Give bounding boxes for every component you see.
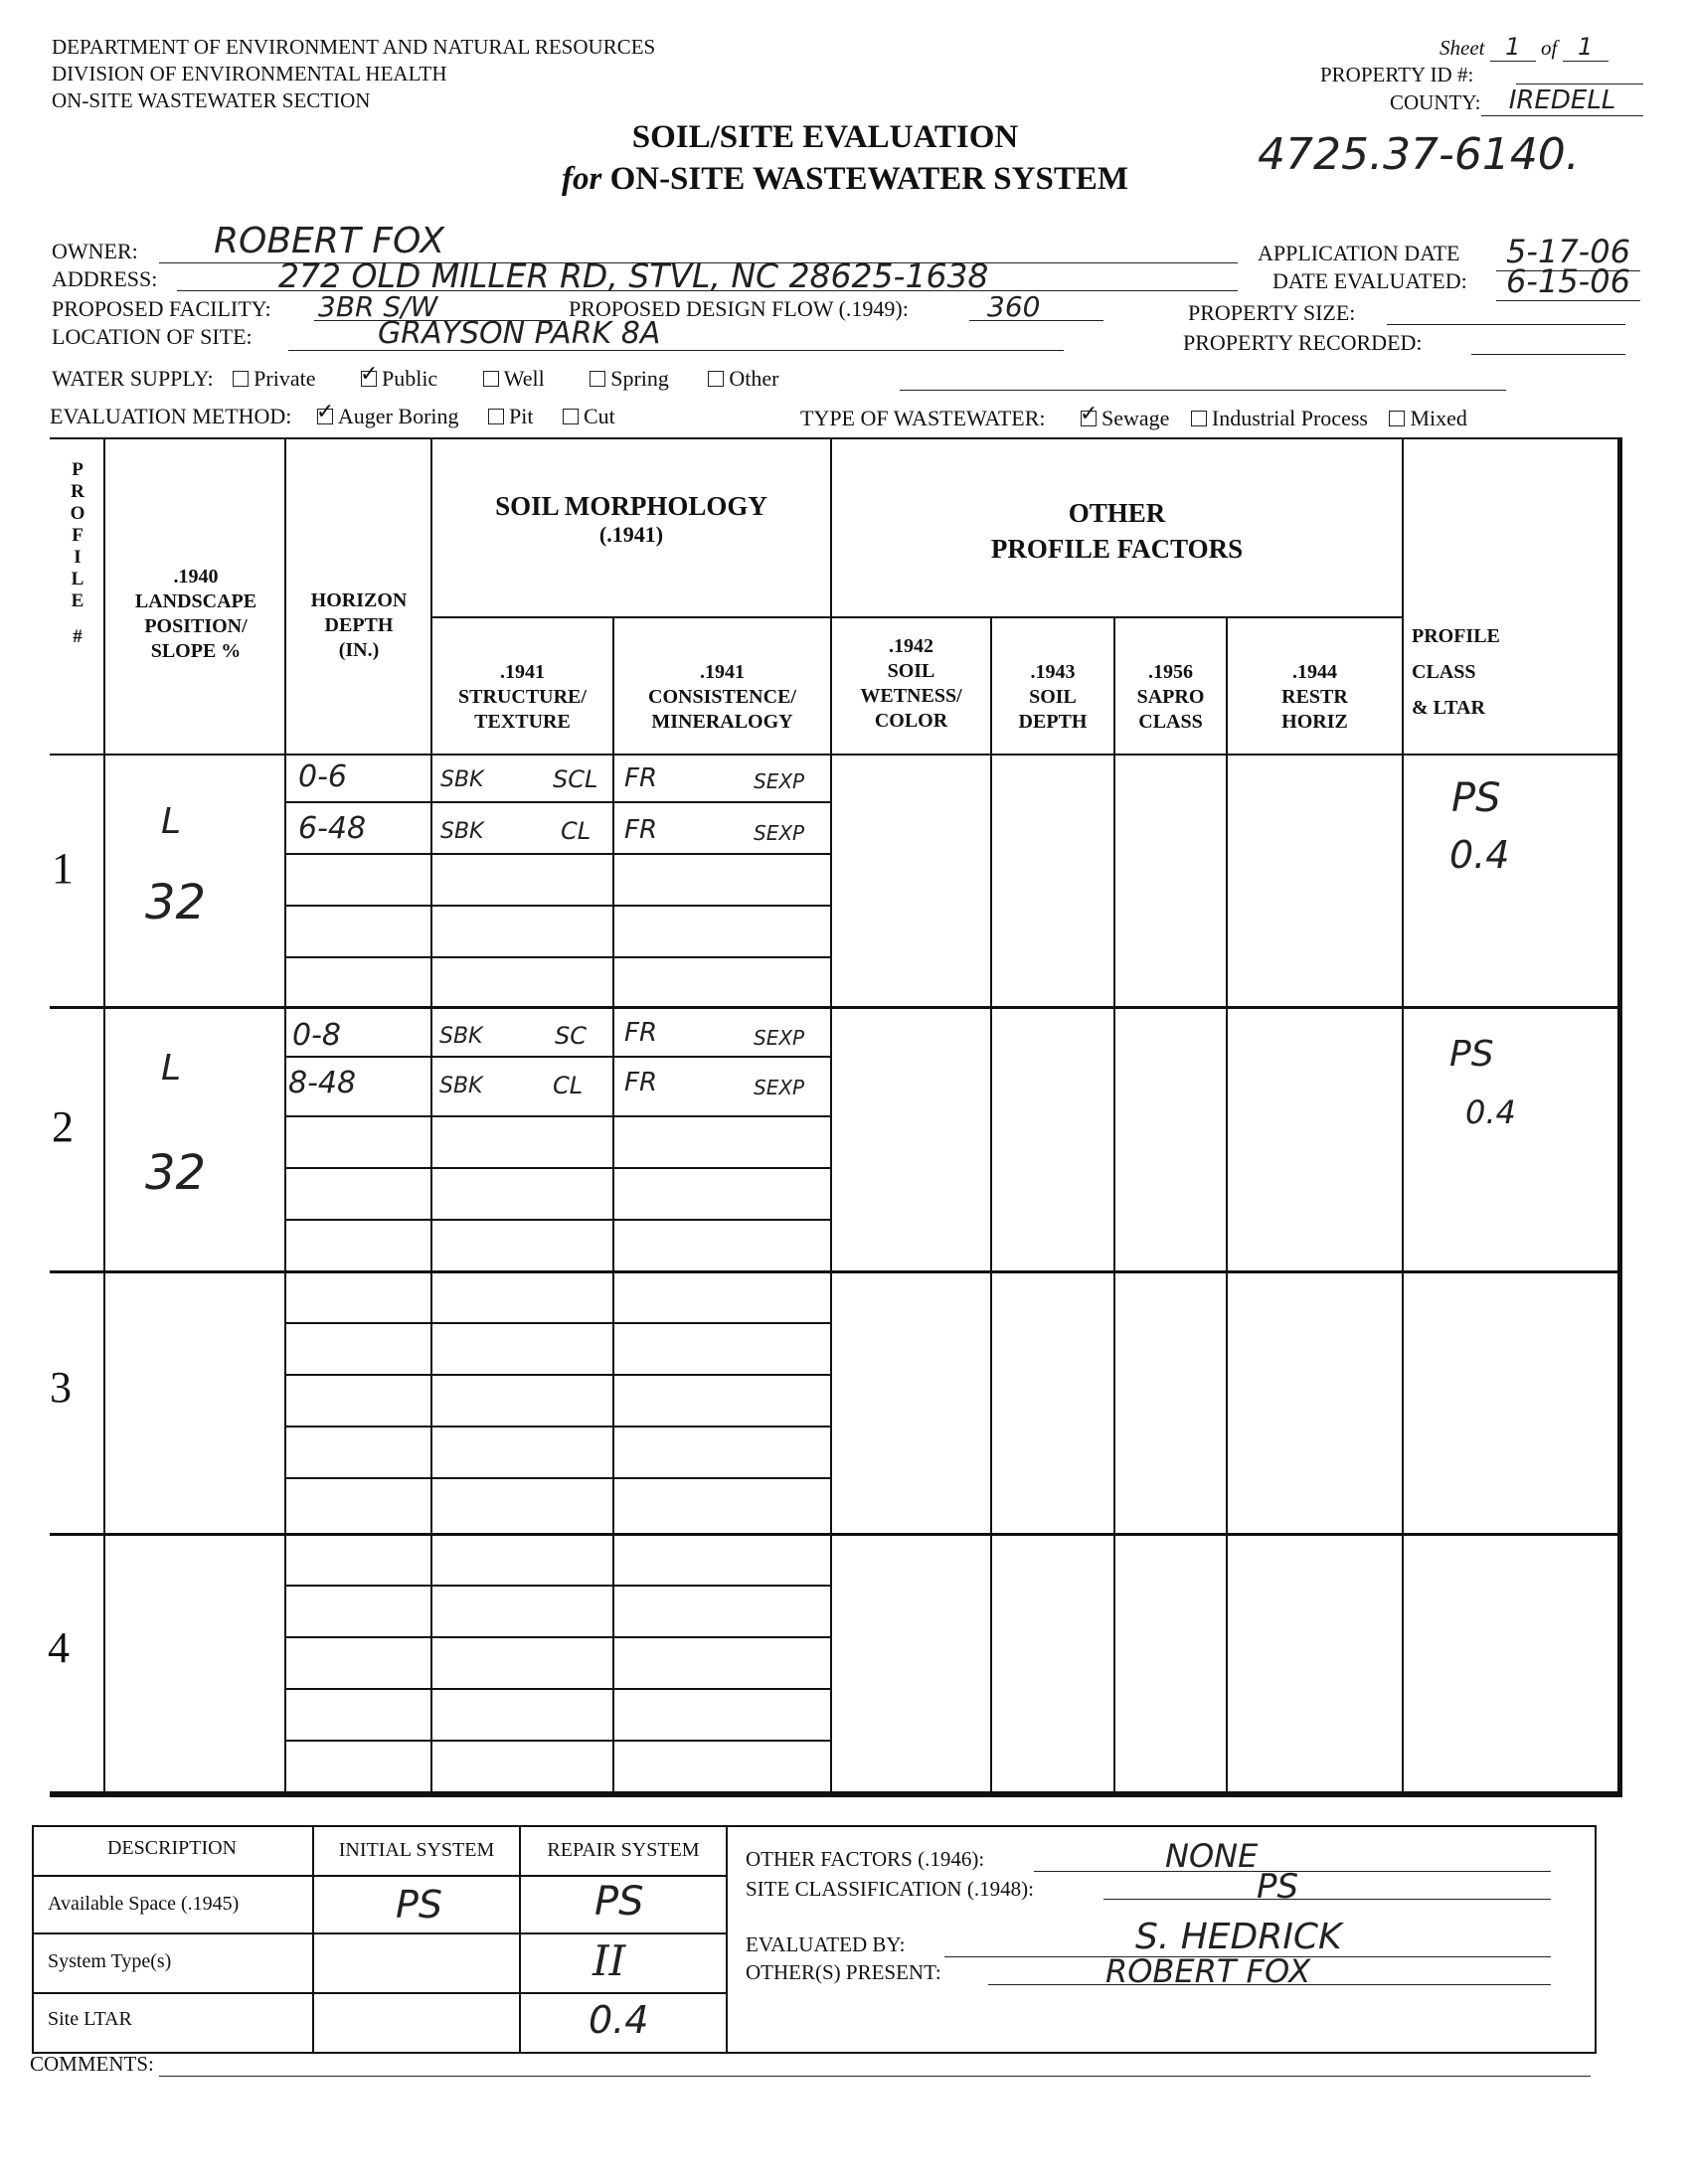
description-header: DESCRIPTION <box>106 1837 237 1859</box>
p1-h1-texture: SCL <box>553 765 598 793</box>
evaluation-method-row <box>50 404 615 429</box>
horizon-depth-header <box>286 588 431 663</box>
p1-h1-consistence: FR <box>624 763 658 793</box>
industrial-label: Industrial Process <box>1211 406 1368 430</box>
p1-h2-consistence: FR <box>624 815 658 845</box>
consistence-code: .1941 <box>700 661 745 683</box>
horizon-line1: HORIZON <box>310 589 408 611</box>
dept-line-2: DIVISION OF ENVIRONMENTAL HEALTH <box>52 62 447 85</box>
cut-label: Cut <box>583 404 615 428</box>
profile-2-slope: 32 <box>145 1145 207 1201</box>
well-label: Well <box>503 366 545 391</box>
property-size-line <box>1387 324 1625 325</box>
p1-h1-mineralogy: SEXP <box>754 769 805 793</box>
water-public-option[interactable] <box>361 366 437 391</box>
landscape-code: .1940 <box>173 566 219 588</box>
public-label: Public <box>381 366 438 391</box>
department-header <box>52 34 655 114</box>
county-value: IREDELL <box>1481 85 1643 116</box>
depth-line2: DEPTH <box>1018 711 1088 733</box>
horizon-line3: (IN.) <box>338 639 380 661</box>
landscape-header <box>109 565 282 664</box>
address-value: 272 OLD MILLER RD, STVL, NC 28625-1638 <box>278 256 989 295</box>
profile-table <box>50 437 1620 1797</box>
p2-h1-depth: 0-8 <box>292 1018 341 1053</box>
location-label: LOCATION OF SITE: <box>52 324 253 349</box>
others-present-value: ROBERT FOX <box>1105 1952 1311 1990</box>
dept-line-1: DEPARTMENT OF ENVIRONMENT AND NATURAL RESOURCES <box>52 35 656 59</box>
soil-depth-header <box>992 660 1113 735</box>
profile-column-header <box>56 459 99 648</box>
others-present-label: OTHER(S) PRESENT: <box>746 1960 941 1984</box>
structure-line2: TEXTURE <box>474 711 571 733</box>
available-space-initial: PS <box>396 1883 443 1927</box>
county-label: COUNTY: <box>1390 90 1481 114</box>
profile-2-ltar: 0.4 <box>1465 1093 1516 1131</box>
depth-line1: SOIL <box>1029 686 1077 708</box>
date-evaluated-value: 6-15-06 <box>1496 262 1640 301</box>
other-checkbox[interactable] <box>708 371 724 387</box>
other-factors-line1: OTHER <box>1068 498 1166 528</box>
water-private-option[interactable] <box>233 366 315 391</box>
app-date-label: APPLICATION DATE <box>1258 241 1460 265</box>
landscape-line2: POSITION/ <box>144 615 248 637</box>
p2-h2-structure: SBK <box>439 1074 483 1098</box>
depth-code: .1943 <box>1030 661 1076 683</box>
sheet-label: Sheet <box>1440 36 1485 60</box>
wetness-code: .1942 <box>889 635 933 657</box>
profile-2-landscape: L <box>161 1048 182 1089</box>
class-line2: CLASS <box>1412 661 1476 683</box>
p1-h2-structure: SBK <box>440 819 484 844</box>
landscape-line1: LANDSCAPE <box>134 590 257 612</box>
ww-sewage-option[interactable] <box>1081 406 1169 430</box>
profile-vertical-label: PROFILE <box>70 459 85 611</box>
p1-h2-texture: CL <box>561 817 592 845</box>
site-classification-label: SITE CLASSIFICATION (.1948): <box>746 1877 1034 1901</box>
soil-morph-title: SOIL MORPHOLOGY <box>495 491 767 521</box>
water-well-option[interactable] <box>483 366 545 391</box>
of-label: of <box>1540 36 1558 60</box>
address-label: ADDRESS: <box>52 266 158 291</box>
profile-hash: # <box>73 626 83 647</box>
cut-checkbox[interactable] <box>563 409 579 424</box>
p2-h2-texture: CL <box>553 1072 584 1099</box>
p2-h1-structure: SBK <box>439 1024 483 1049</box>
property-size-label: PROPERTY SIZE: <box>1188 300 1356 325</box>
restr-line2: HORIZ <box>1281 711 1348 733</box>
summary-section <box>32 1825 1597 2054</box>
wetness-line3: COLOR <box>874 710 948 732</box>
sapro-code: .1956 <box>1148 661 1193 683</box>
p1-h1-depth: 0-6 <box>298 759 347 794</box>
other-factors-line2: PROFILE FACTORS <box>990 534 1244 564</box>
sheet-total: 1 <box>1563 34 1609 62</box>
eval-pit-option[interactable] <box>488 404 533 428</box>
profile-2-number: 2 <box>52 1102 74 1151</box>
p2-h1-consistence: FR <box>624 1018 658 1048</box>
wastewater-label: TYPE OF WASTEWATER: <box>800 406 1046 430</box>
structure-texture-header <box>432 660 612 735</box>
other-label: Other <box>729 366 779 391</box>
comments-label: COMMENTS: <box>30 2052 154 2076</box>
initial-system-header: INITIAL SYSTEM <box>338 1839 495 1861</box>
owner-value: ROBERT FOX <box>214 221 444 261</box>
profile-3-number: 3 <box>50 1363 72 1412</box>
spring-label: Spring <box>610 366 669 391</box>
location-value: GRAYSON PARK 8A <box>378 316 661 351</box>
profile-1-landscape: L <box>161 801 182 842</box>
water-other-option[interactable] <box>708 366 778 391</box>
water-spring-option[interactable] <box>590 366 669 391</box>
p2-h1-mineralogy: SEXP <box>754 1026 805 1050</box>
facility-value: 3BR S/W <box>318 290 438 323</box>
sapro-header <box>1115 660 1226 735</box>
date-evaluated-label: DATE EVALUATED: <box>1272 268 1467 293</box>
comments-line[interactable] <box>159 2076 1591 2077</box>
other-factors-label: OTHER FACTORS (.1946): <box>746 1847 985 1871</box>
design-flow-label: PROPOSED DESIGN FLOW (.1949): <box>569 296 909 321</box>
profile-1-class: PS <box>1451 775 1501 821</box>
p1-h2-depth: 6-48 <box>298 811 367 846</box>
p1-h2-mineralogy: SEXP <box>754 821 805 845</box>
profile-2-class: PS <box>1449 1034 1494 1075</box>
profile-4-number: 4 <box>48 1623 70 1672</box>
public-checkbox[interactable] <box>361 371 377 387</box>
ww-mixed-option[interactable] <box>1389 406 1466 430</box>
sheet-number: 1 <box>1490 34 1536 62</box>
private-checkbox[interactable] <box>233 371 249 387</box>
auger-label: Auger Boring <box>337 404 459 428</box>
p2-h2-mineralogy: SEXP <box>754 1076 805 1099</box>
design-flow-value: 360 <box>987 290 1041 323</box>
available-space-label: Available Space (.1945) <box>48 1893 240 1915</box>
eval-method-label: EVALUATION METHOD: <box>50 404 292 428</box>
property-recorded-label: PROPERTY RECORDED: <box>1183 330 1423 355</box>
p2-h2-depth: 8-48 <box>288 1066 357 1100</box>
form-subtitle <box>497 161 1193 198</box>
private-label: Private <box>254 366 316 391</box>
parcel-number: 4725.37-6140. <box>1258 129 1580 180</box>
structure-line1: STRUCTURE/ <box>458 686 587 708</box>
evaluated-by-value: S. HEDRICK <box>1135 1917 1342 1957</box>
profile-class-header <box>1412 618 1571 726</box>
p1-h1-structure: SBK <box>440 767 484 792</box>
facility-label: PROPOSED FACILITY: <box>52 296 271 321</box>
property-recorded-line <box>1471 354 1625 355</box>
evaluated-by-label: EVALUATED BY: <box>746 1932 906 1956</box>
auger-checkbox[interactable] <box>317 409 333 424</box>
consistence-line2: MINERALOGY <box>651 711 793 733</box>
wastewater-type-row <box>800 406 1467 431</box>
consistence-header <box>614 660 830 735</box>
class-line1: PROFILE <box>1412 625 1500 647</box>
subtitle-for: for <box>561 161 602 197</box>
soil-morphology-header <box>432 491 830 548</box>
eval-cut-option[interactable] <box>563 404 615 428</box>
spring-checkbox[interactable] <box>590 371 605 387</box>
dept-line-3: ON-SITE WASTEWATER SECTION <box>52 88 371 112</box>
system-type-repair: II <box>593 1936 626 1985</box>
water-supply-row <box>52 366 778 392</box>
ww-industrial-option[interactable] <box>1191 406 1368 430</box>
eval-auger-option[interactable] <box>317 404 459 428</box>
restr-code: .1944 <box>1292 661 1337 683</box>
well-checkbox[interactable] <box>483 371 499 387</box>
other-factors-value: NONE <box>1165 1837 1259 1875</box>
water-other-line <box>900 390 1506 391</box>
mixed-label: Mixed <box>1410 406 1467 430</box>
sapro-line2: CLASS <box>1138 711 1203 733</box>
sheet-indicator <box>1440 34 1609 62</box>
site-ltar-label: Site LTAR <box>48 2008 132 2030</box>
app-date-value: 5-17-06 <box>1496 233 1640 271</box>
property-id-label: PROPERTY ID #: <box>1320 63 1474 86</box>
restr-line1: RESTR <box>1281 686 1348 708</box>
class-line3: & LTAR <box>1412 697 1485 719</box>
landscape-line3: SLOPE % <box>150 640 242 662</box>
horizon-line2: DEPTH <box>324 614 394 636</box>
site-classification-value: PS <box>1257 1867 1299 1907</box>
profile-1-ltar: 0.4 <box>1449 833 1510 877</box>
profile-1-number: 1 <box>52 844 74 893</box>
sewage-checkbox[interactable] <box>1081 411 1097 426</box>
industrial-checkbox[interactable] <box>1191 411 1207 426</box>
profile-1-slope: 32 <box>145 875 207 930</box>
p2-h1-texture: SC <box>555 1022 587 1050</box>
subtitle-rest: ON-SITE WASTEWATER SYSTEM <box>609 161 1129 197</box>
repair-system-header: REPAIR SYSTEM <box>547 1839 700 1861</box>
structure-code: .1941 <box>500 661 545 683</box>
site-classification-line <box>1103 1899 1551 1900</box>
restr-header <box>1228 660 1402 735</box>
sewage-label: Sewage <box>1101 406 1170 430</box>
wetness-line2: WETNESS/ <box>860 685 962 707</box>
pit-label: Pit <box>509 404 534 428</box>
sapro-line1: SAPRO <box>1136 686 1205 708</box>
soil-morph-code: (.1941) <box>598 522 664 547</box>
mixed-checkbox[interactable] <box>1389 411 1405 426</box>
consistence-line1: CONSISTENCE/ <box>648 686 796 708</box>
p2-h2-consistence: FR <box>624 1068 658 1097</box>
form-title: SOIL/SITE EVALUATION <box>631 119 1019 155</box>
system-type-label: System Type(s) <box>48 1950 172 1972</box>
other-profile-factors-header <box>832 495 1402 567</box>
water-supply-label: WATER SUPPLY: <box>52 366 214 391</box>
available-space-repair: PS <box>594 1879 644 1925</box>
owner-label: OWNER: <box>52 239 138 263</box>
pit-checkbox[interactable] <box>488 409 504 424</box>
wetness-header <box>832 634 990 734</box>
site-ltar-repair: 0.4 <box>589 1998 649 2042</box>
wetness-line1: SOIL <box>887 660 935 682</box>
